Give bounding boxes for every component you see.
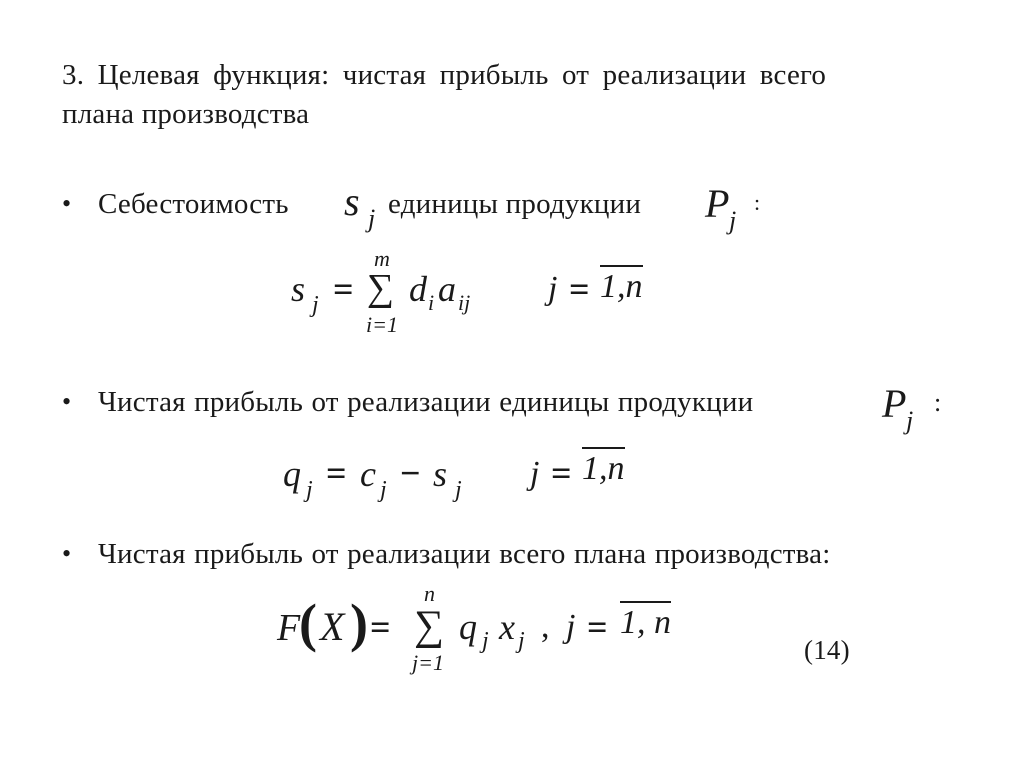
bullet-marker: • [62, 539, 72, 568]
subscript-j: j [306, 477, 313, 503]
left-paren: ( [299, 593, 317, 653]
subscript-j: j [482, 628, 489, 654]
subscript-j: j [380, 477, 387, 503]
bullet-text: единицы продукции [388, 188, 642, 220]
index-j: j [566, 608, 576, 645]
sum-lower-limit: j=1 [412, 650, 444, 675]
symbol-c: c [360, 454, 376, 494]
bullet-text: Чистая прибыль от реализации всего плана производства: [98, 538, 831, 570]
sum-upper-limit: n [424, 581, 435, 606]
subscript-i: i [428, 290, 435, 315]
sum-sign: ∑ [414, 603, 444, 649]
bullet-text: Чистая прибыль от реализации единицы продукции [98, 386, 754, 418]
symbol-P: P [882, 381, 907, 426]
equation-number: (14) [804, 635, 850, 665]
symbol-s: s [291, 269, 306, 309]
index-j: j [530, 455, 540, 492]
equals-sign: = [326, 453, 347, 493]
right-paren: ) [350, 593, 368, 653]
comma: , [541, 608, 550, 645]
subscript-j: j [729, 206, 737, 235]
symbol-q: q [283, 454, 301, 494]
subscript-j: j [518, 628, 525, 654]
heading-line-1: 3. Целевая функция: чистая прибыль от реализации всего [62, 59, 827, 91]
range-1-n: 1,n [600, 265, 643, 306]
sum-upper-limit: m [374, 246, 390, 271]
range-1-n: 1, n [620, 601, 671, 642]
symbol-d: d [409, 269, 427, 309]
subscript-j: j [906, 406, 914, 435]
subscript-j: j [312, 292, 319, 318]
heading-line-2: плана производства [62, 98, 310, 130]
equals-sign: = [569, 269, 590, 309]
subscript-ij: ij [458, 290, 471, 315]
equals-sign: = [587, 607, 608, 647]
subscript-j: j [368, 204, 376, 233]
bullet-marker: • [62, 387, 72, 416]
index-j: j [548, 270, 558, 307]
symbol-P: P [705, 181, 730, 226]
symbol-X: X [320, 604, 345, 649]
sum-lower-limit: i=1 [366, 312, 398, 337]
equals-sign: = [370, 607, 391, 647]
symbol-x: x [499, 607, 515, 647]
symbol-q: q [459, 607, 477, 647]
bullet-text: Себестоимость [98, 188, 289, 220]
symbol-F: F [277, 607, 301, 649]
symbol-s: s [344, 179, 360, 224]
equals-sign: = [333, 269, 354, 309]
bullet-text-colon: : [934, 388, 942, 417]
range-1-n: 1,n [582, 447, 625, 488]
minus-sign: − [400, 453, 421, 493]
subscript-j: j [455, 477, 462, 503]
symbol-a: a [438, 269, 456, 309]
bullet-text-colon: : [754, 190, 761, 215]
equals-sign: = [551, 453, 572, 493]
sum-sign: ∑ [367, 267, 395, 309]
symbol-s: s [433, 454, 448, 494]
bullet-marker: • [62, 189, 72, 218]
